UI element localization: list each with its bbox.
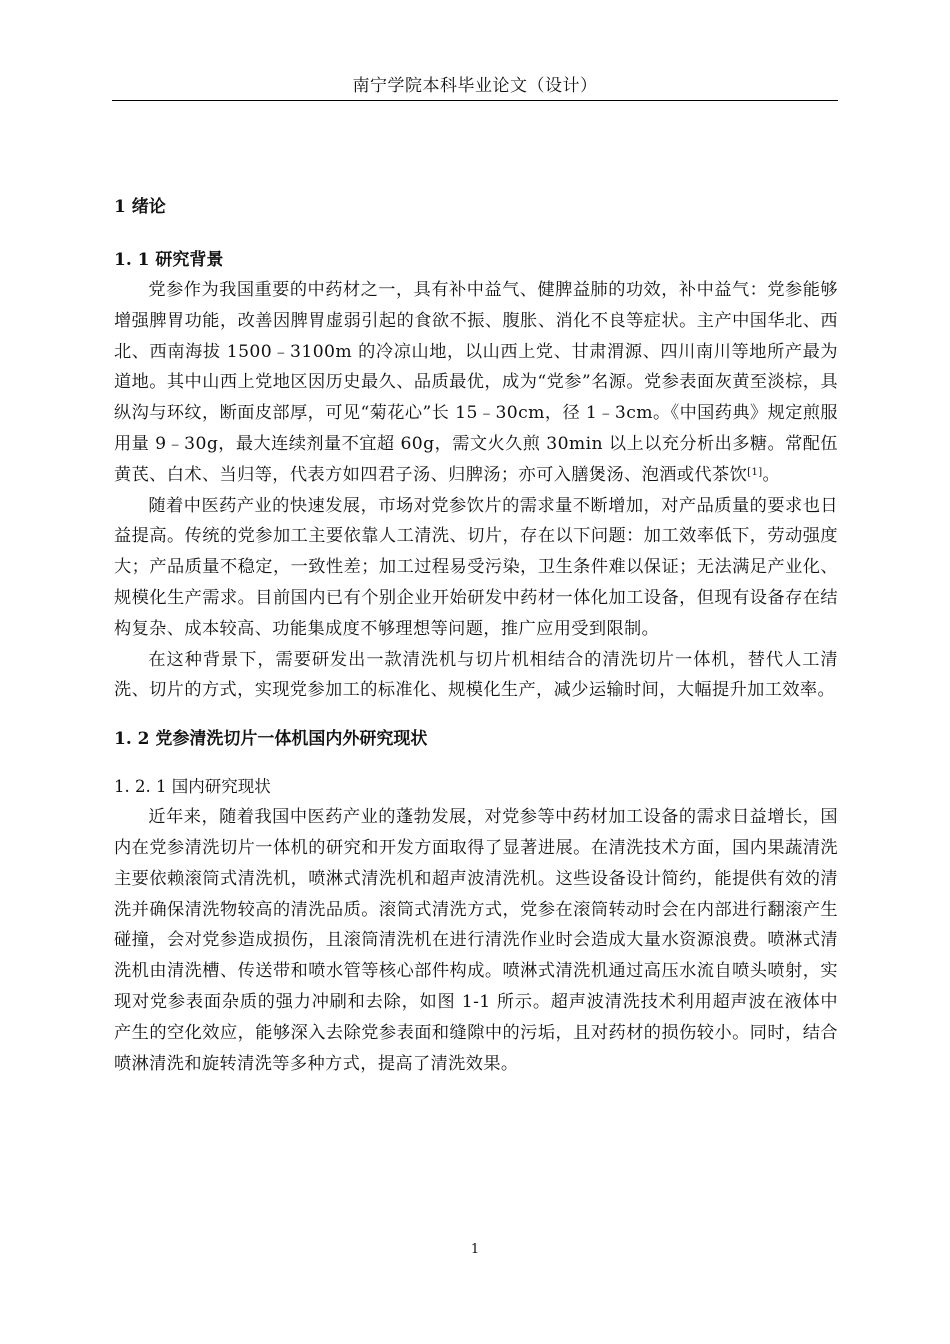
header-rule <box>112 100 838 101</box>
running-header: 南宁学院本科毕业论文（设计） <box>352 76 598 96</box>
page-body <box>114 192 838 1079</box>
page-number: 1 <box>470 1242 480 1257</box>
paragraph-background-2: 随着中医药产业的快速发展，市场对党参饮片的需求量不断增加，对产品质量的要求也日益提高。传统的党参加工主要依靠人工清洗、切片，存在以下问题：加工效率低下，劳动强度大；产品质量不稳定，一致性差；加工过程易受污染，卫生条件难以保证；无法满足产业化、规模化生产需求。目前国内已有个别企业开始研发中药材一体化加工设备，但现有设备存在结构复杂、成本较高、功能集成度不够理想等问题，推广应用受到限制。 <box>114 495 838 639</box>
paragraph-background-1 <box>114 275 838 491</box>
citation-ref: [1] <box>747 466 763 478</box>
subsection-heading-1-2-1: 1. 2. 1 国内研究现状 <box>114 777 271 797</box>
chapter-heading: 1 绪论 <box>114 197 166 217</box>
paragraph-text: 党参作为我国重要的中药材之一，具有补中益气、健脾益肺的功效，补中益气：党参能够增强脾胃功能，改善因脾胃虚弱引起的食欲不振、腹胀、消化不良等症状。主产中国华北、西北、西南海拔 1500﹣3100m 的冷凉山地，以山西上党、甘肃渭源、四川南川等地所产最为道地。其中山西上党地区因历史最久、品质最优，成为“党参”名源。党参表面灰黄至淡棕，具纵沟与环纹，断面皮部厚，可见“菊花心”长 15﹣30cm，径 1﹣3cm。《中国药典》规定煎服用量 9﹣30g，最大连续剂量不宜超 60g，需文火久煎 30min 以上以充分析出多糖。常配伍黄芪、白术、当归等，代表方如四君子汤、归脾汤；亦可入膳煲汤、泡酒或代茶饮 <box>114 280 838 485</box>
section-heading-1-2: 1. 2 党参清洗切片一体机国内外研究现状 <box>114 729 428 750</box>
paragraph-background-3: 在这种背景下，需要研发出一款清洗机与切片机相结合的清洗切片一体机，替代人工清洗、切片的方式，实现党参加工的标准化、规模化生产，减少运输时间，大幅提升加工效率。 <box>114 649 838 701</box>
paragraph-domestic-research: 近年来，随着我国中医药产业的蓬勃发展，对党参等中药材加工设备的需求日益增长，国内在党参清洗切片一体机的研究和开发方面取得了显著进展。在清洗技术方面，国内果蔬清洗主要依赖滚筒式清洗机，喷淋式清洗机和超声波清洗机。这些设备设计简约，能提供有效的清洗并确保清洗物较高的清洗品质。滚筒式清洗方式，党参在滚筒转动时会在内部进行翻滚产生碰撞，会对党参造成损伤，且滚筒清洗机在进行清洗作业时会造成大量水资源浪费。喷淋式清洗机由清洗槽、传送带和喷水管等核心部件构成。喷淋式清洗机通过高压水流自喷头喷射，实现对党参表面杂质的强力冲刷和去除，如图 1-1 所示。超声波清洗技术利用超声波在液体中产生的空化效应，能够深入去除党参表面和缝隙中的污垢，且对药材的损伤较小。同时，结合喷淋清洗和旋转清洗等多种方式，提高了清洗效果。 <box>114 807 838 1074</box>
section-heading-1-1: 1. 1 研究背景 <box>114 250 224 270</box>
paragraph-tail: 。 <box>762 464 781 485</box>
